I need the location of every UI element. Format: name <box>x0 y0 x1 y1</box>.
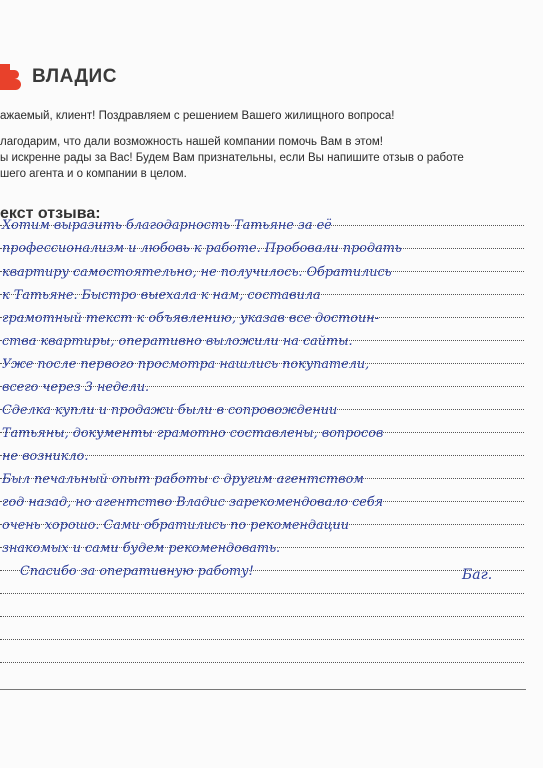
review-line: всего через 3 недели. <box>2 380 150 395</box>
review-line: грамотный текст к объявлению, указав все достоин- <box>2 311 379 326</box>
vladis-logo-icon <box>0 64 22 90</box>
ruled-line <box>0 593 524 594</box>
ruled-line <box>0 639 524 640</box>
review-line: Хотим выразить благодарность Татьяне за её <box>2 218 332 233</box>
signature: Баг. <box>462 567 493 583</box>
review-line: Татьяны, документы грамотно составлены, вопросов <box>2 426 384 441</box>
review-line: Сделка купли и продажи были в сопровождении <box>2 403 338 418</box>
review-line: очень хорошо. Сами обратились по рекомендации <box>2 518 350 533</box>
bottom-divider <box>0 689 526 690</box>
review-line: знакомых и сами будем рекомендовать. <box>2 541 281 556</box>
review-line: Уже после первого просмотра нашлись покупатели, <box>2 357 370 372</box>
review-line: ства квартиры, оперативно выложили на сайты. <box>2 334 353 349</box>
brand-logo <box>0 62 117 92</box>
intro-line-4: шего агента и о компании в целом. <box>0 168 187 180</box>
ruled-line <box>0 662 524 663</box>
intro-line-3: ы искренне рады за Вас! Будем Вам признательны, если Вы напишите отзыв о работе <box>0 152 464 164</box>
review-line: Был печальный опыт работы с другим агентством <box>2 472 364 487</box>
review-title: екст отзыва: <box>0 205 101 222</box>
review-line: к Татьяне. Быстро выехала к нам, составила <box>2 288 321 303</box>
brand-name: ВЛАДИС <box>32 66 117 87</box>
review-line: профессионализм и любовь к работе. Пробовали продать <box>2 241 402 256</box>
review-line: Спасибо за оперативную работу! <box>20 564 254 579</box>
review-line: квартиру самостоятельно, не получилось. Обратились <box>2 265 392 280</box>
review-line: год назад, но агентство Владис зарекомендовало себя <box>2 495 384 510</box>
intro-text <box>0 108 520 182</box>
ruled-line <box>0 616 524 617</box>
review-line: не возникло. <box>2 449 89 464</box>
intro-line-2: лагодарим, что дали возможность нашей компании помочь Вам в этом! <box>0 136 383 148</box>
intro-line-1: ажаемый, клиент! Поздравляем с решением Вашего жилищного вопроса! <box>0 110 395 122</box>
